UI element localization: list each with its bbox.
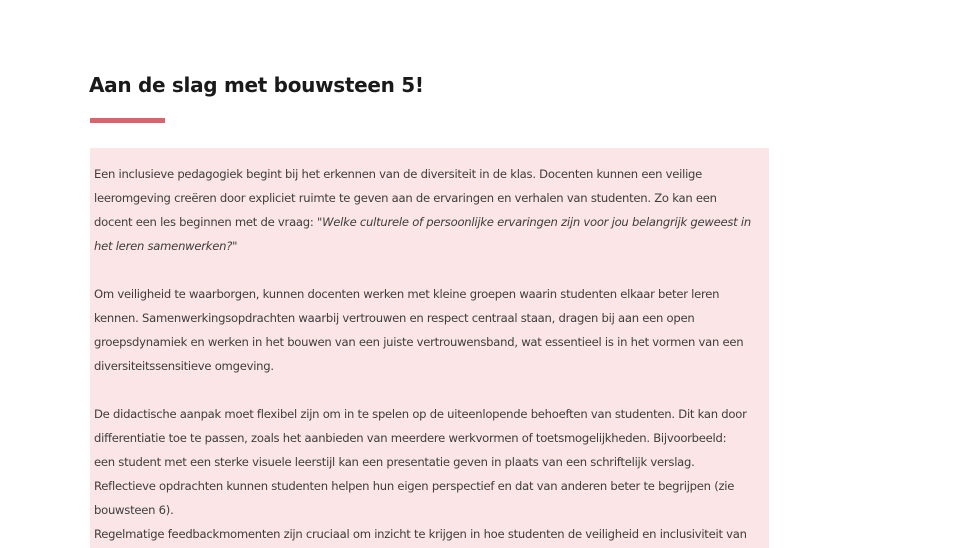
text-line: Om veiligheid te waarborgen, kunnen docenten werken met kleine groepen waarin studenten elkaar beter leren: [94, 287, 720, 301]
quote-text: het leren samenwerken?": [94, 239, 238, 253]
text-line: bouwsteen 6).: [94, 503, 174, 517]
paragraph-didactics: [94, 402, 769, 546]
text-line: Reflectieve opdrachten kunnen studenten helpen hun eigen perspectief en dat van anderen beter te begrijpen (zie: [94, 479, 735, 493]
text-line: een student met een sterke visuele leerstijl kan een presentatie geven in plaats van een schriftelijk verslag.: [94, 455, 695, 469]
paragraph-safety: [94, 282, 769, 378]
text-line: diversiteitssensitieve omgeving.: [94, 359, 274, 373]
text-line: groepsdynamiek en werken in het bouwen van een juiste vertrouwensband, wat essentieel is in het vormen van een: [94, 335, 744, 349]
title-accent-underline: [90, 118, 165, 123]
quote-text: "Welke culturele of persoonlijke ervaringen zijn voor jou belangrijk geweest in: [316, 215, 751, 229]
content-highlight-box: [90, 148, 769, 548]
text-line: differentiatie toe te passen, zoals het aanbieden van meerdere werkvormen of toetsmogelijkheden. Bijvoorbeeld:: [94, 431, 727, 445]
text-line: [94, 210, 769, 234]
text-line: Regelmatige feedbackmomenten zijn cruciaal om inzicht te krijgen in hoe studenten de veiligheid en inclusiviteit van: [94, 527, 747, 541]
content-text: [90, 148, 769, 546]
text-line: leeromgeving creëren door expliciet ruimte te geven aan de ervaringen en verhalen van studenten. Zo kan een: [94, 191, 717, 205]
text-line: kennen. Samenwerkingsopdrachten waarbij vertrouwen en respect centraal staan, dragen bij aan een open: [94, 311, 695, 325]
text-line: Een inclusieve pedagogiek begint bij het erkennen van de diversiteit in de klas. Docenten kunnen een veilige: [94, 167, 703, 181]
page-title: Aan de slag met bouwsteen 5!: [89, 73, 424, 97]
text-segment: docent een les beginnen met de vraag:: [94, 215, 317, 229]
paragraph-intro: [94, 162, 769, 258]
text-line: De didactische aanpak moet flexibel zijn om in te spelen op de uiteenlopende behoeften van studenten. Dit kan door: [94, 407, 747, 421]
